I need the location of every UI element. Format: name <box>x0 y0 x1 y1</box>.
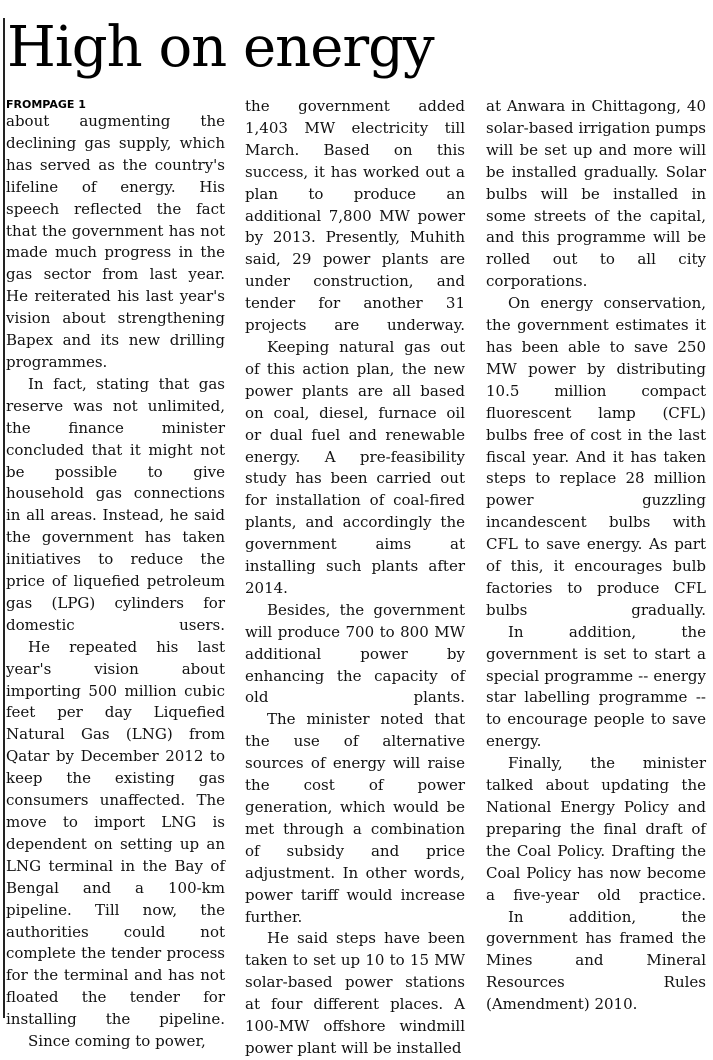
article-column-2 <box>245 96 465 1060</box>
paragraph: at Anwara in Chittagong, 40 solar-based irrigation pumps will be set up and more will be installed gradually. Solar bulbs will be installed in some streets of the capital, and this programme will be rolled out to all city corporations. <box>486 97 706 291</box>
paragraph: Finally, the minister talked about updating the National Energy Policy and preparing the final draft of the Coal Policy. Drafting the Coal Policy has now become a five-year old practice. <box>486 754 706 904</box>
article-column-1 <box>6 111 225 1053</box>
paragraph: The minister noted that the use of alternative sources of energy will raise the cost of power generation, which would be met through a combination of subsidy and price adjustment. In other words, power tariff would increase further. <box>245 710 465 926</box>
paragraph: Besides, the government will produce 700 to 800 MW additional power by enhancing the capacity of old plants. <box>245 600 465 707</box>
continuation-kicker: FROMPAGE 1 <box>6 98 86 111</box>
paragraph: On energy conservation, the government estimates it has been able to save 250 MW power by distributing 10.5 million compact fluorescent lamp (CFL) bulbs free of cost in the last fiscal year. And it has taken steps to replace 28 million power guzzling incandescent bulbs with CFL to save energy. As part of this, it encourages bulb factories to produce CFL bulbs gradually. <box>486 294 706 619</box>
paragraph: He said steps have been taken to set up 10 to 15 MW solar-based power stations at four different places. A 100-MW offshore windmill power plant will be installed <box>245 929 465 1057</box>
paragraph: Since coming to power, <box>28 1032 206 1051</box>
headline: High on energy <box>7 15 434 80</box>
column-rule <box>3 18 5 1018</box>
paragraph: about augmenting the declining gas supply, which has served as the country's lifeline of energy. His speech reflected the fact that the government has not made much progress in the gas sector from last year. He reiterated his last year's vision about strengthening Bapex and its new drilling programmes. <box>6 112 225 371</box>
paragraph: In addition, the government is set to start a special programme -- energy star labelling programme --to encourage people to save energy. <box>486 622 706 751</box>
paragraph: In addition, the government has framed the Mines and Mineral Resources Rules (Amendment) 2010. <box>486 907 706 1014</box>
article-column-3 <box>486 96 706 1016</box>
paragraph: He repeated his last year's vision about importing 500 million cubic feet per day Liquefied Natural Gas (LNG) from Qatar by December 2012 to keep the existing gas consumers unaffected. The move to import LNG is dependent on setting up an LNG terminal in the Bay of Bengal and a 100-km pipeline. Till now, the authorities could not complete the tender process for the terminal and has not floated the tender for installing the pipeline. <box>6 637 225 1029</box>
paragraph: the government added 1,403 MW electricity till March. Based on this success, it has worked out a plan to produce an additional 7,800 MW power by 2013. Presently, Muhith said, 29 power plants are under construction, and tender for another 31 projects are underway. <box>245 97 465 335</box>
paragraph: Keeping natural gas out of this action plan, the new power plants are all based on coal, diesel, furnace oil or dual fuel and renewable energy. A pre-feasibility study has been carried out for installation of coal-fired plants, and accordingly the government aims at installing such plants after 2014. <box>245 337 465 597</box>
paragraph: In fact, stating that gas reserve was not unlimited, the finance minister concluded that it might not be possible to give household gas connections in all areas. Instead, he said the government has taken initiatives to reduce the price of liquefied petroleum gas (LPG) cylinders for domestic users. <box>6 374 225 634</box>
